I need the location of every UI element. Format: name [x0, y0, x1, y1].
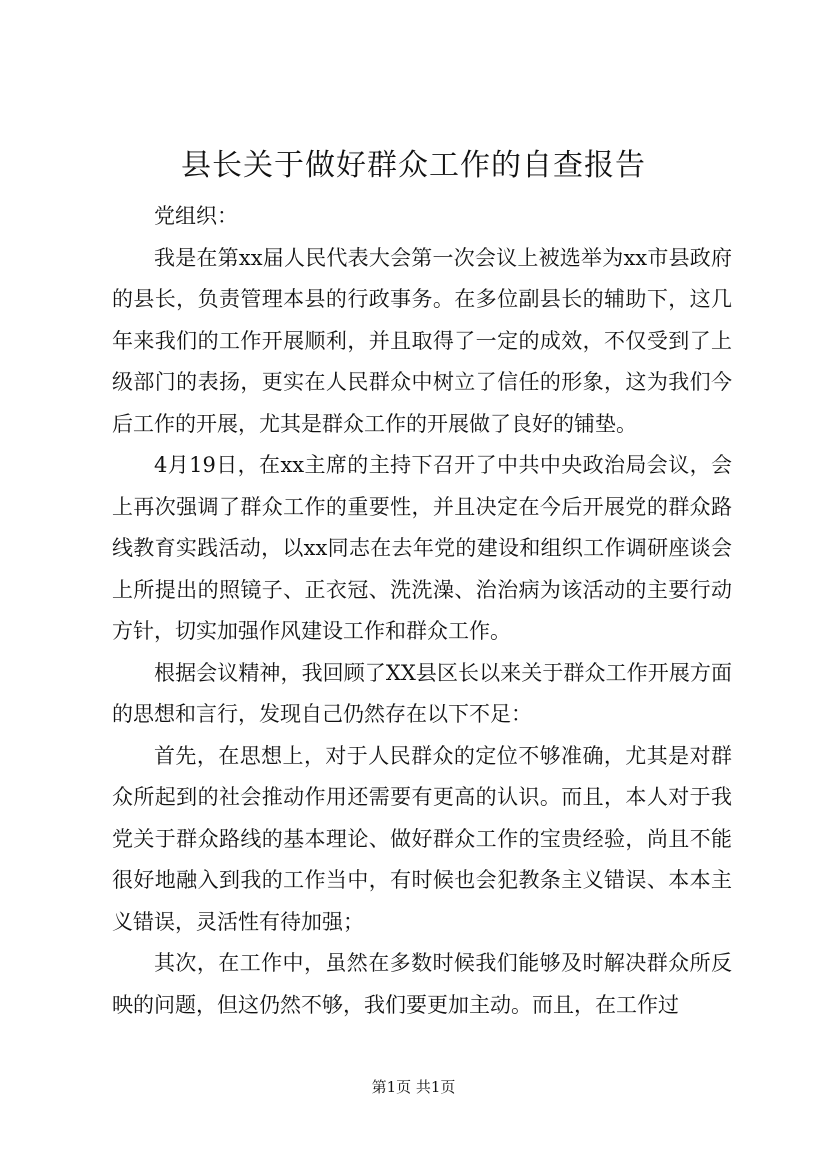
- body-paragraph: 其次，在工作中，虽然在多数时候我们能够及时解决群众所反映的问题，但这仍然不够，我们要更加主动。而且，在工作过: [112, 951, 732, 1017]
- body-paragraph: 我是在第xx届人民代表大会第一次会议上被选举为xx市县政府的县长，负责管理本县的行政事务。在多位副县长的辅助下，这几年来我们的工作开展顺利，并且取得了一定的成效，不仅受到了上级部门的表扬，更实在人民群众中树立了信任的形象，这为我们今后工作的开展，尤其是群众工作的开展做了良好的铺垫。: [112, 245, 732, 436]
- body-paragraph: 4月19日，在xx主席的主持下召开了中共中央政治局会议，会上再次强调了群众工作的重要性，并且决定在今后开展党的群众路线教育实践活动，以xx同志在去年党的建设和组织工作调研座谈会上所提出的照镜子、正衣冠、洗洗澡、治治病为该活动的主要行动方针，切实加强作风建设工作和群众工作。: [112, 453, 732, 643]
- document-title: 县长关于做好群众工作的自查报告: [181, 148, 646, 183]
- salutation: 党组织：: [154, 204, 238, 228]
- page-number: 第1页 共1页: [371, 1078, 456, 1096]
- document-body: [112, 196, 732, 1026]
- body-paragraph: 根据会议精神，我回顾了XX县区长以来关于群众工作开展方面的思想和言行，发现自己仍然存在以下不足：: [112, 660, 732, 726]
- body-paragraph: 首先，在思想上，对于人民群众的定位不够准确，尤其是对群众所起到的社会推动作用还需要有更高的认识。而且，本人对于我党关于群众路线的基本理论、做好群众工作的宝贵经验，尚且不能很好地融入到我的工作当中，有时候也会犯教条主义错误、本本主义错误，灵活性有待加强；: [112, 743, 732, 934]
